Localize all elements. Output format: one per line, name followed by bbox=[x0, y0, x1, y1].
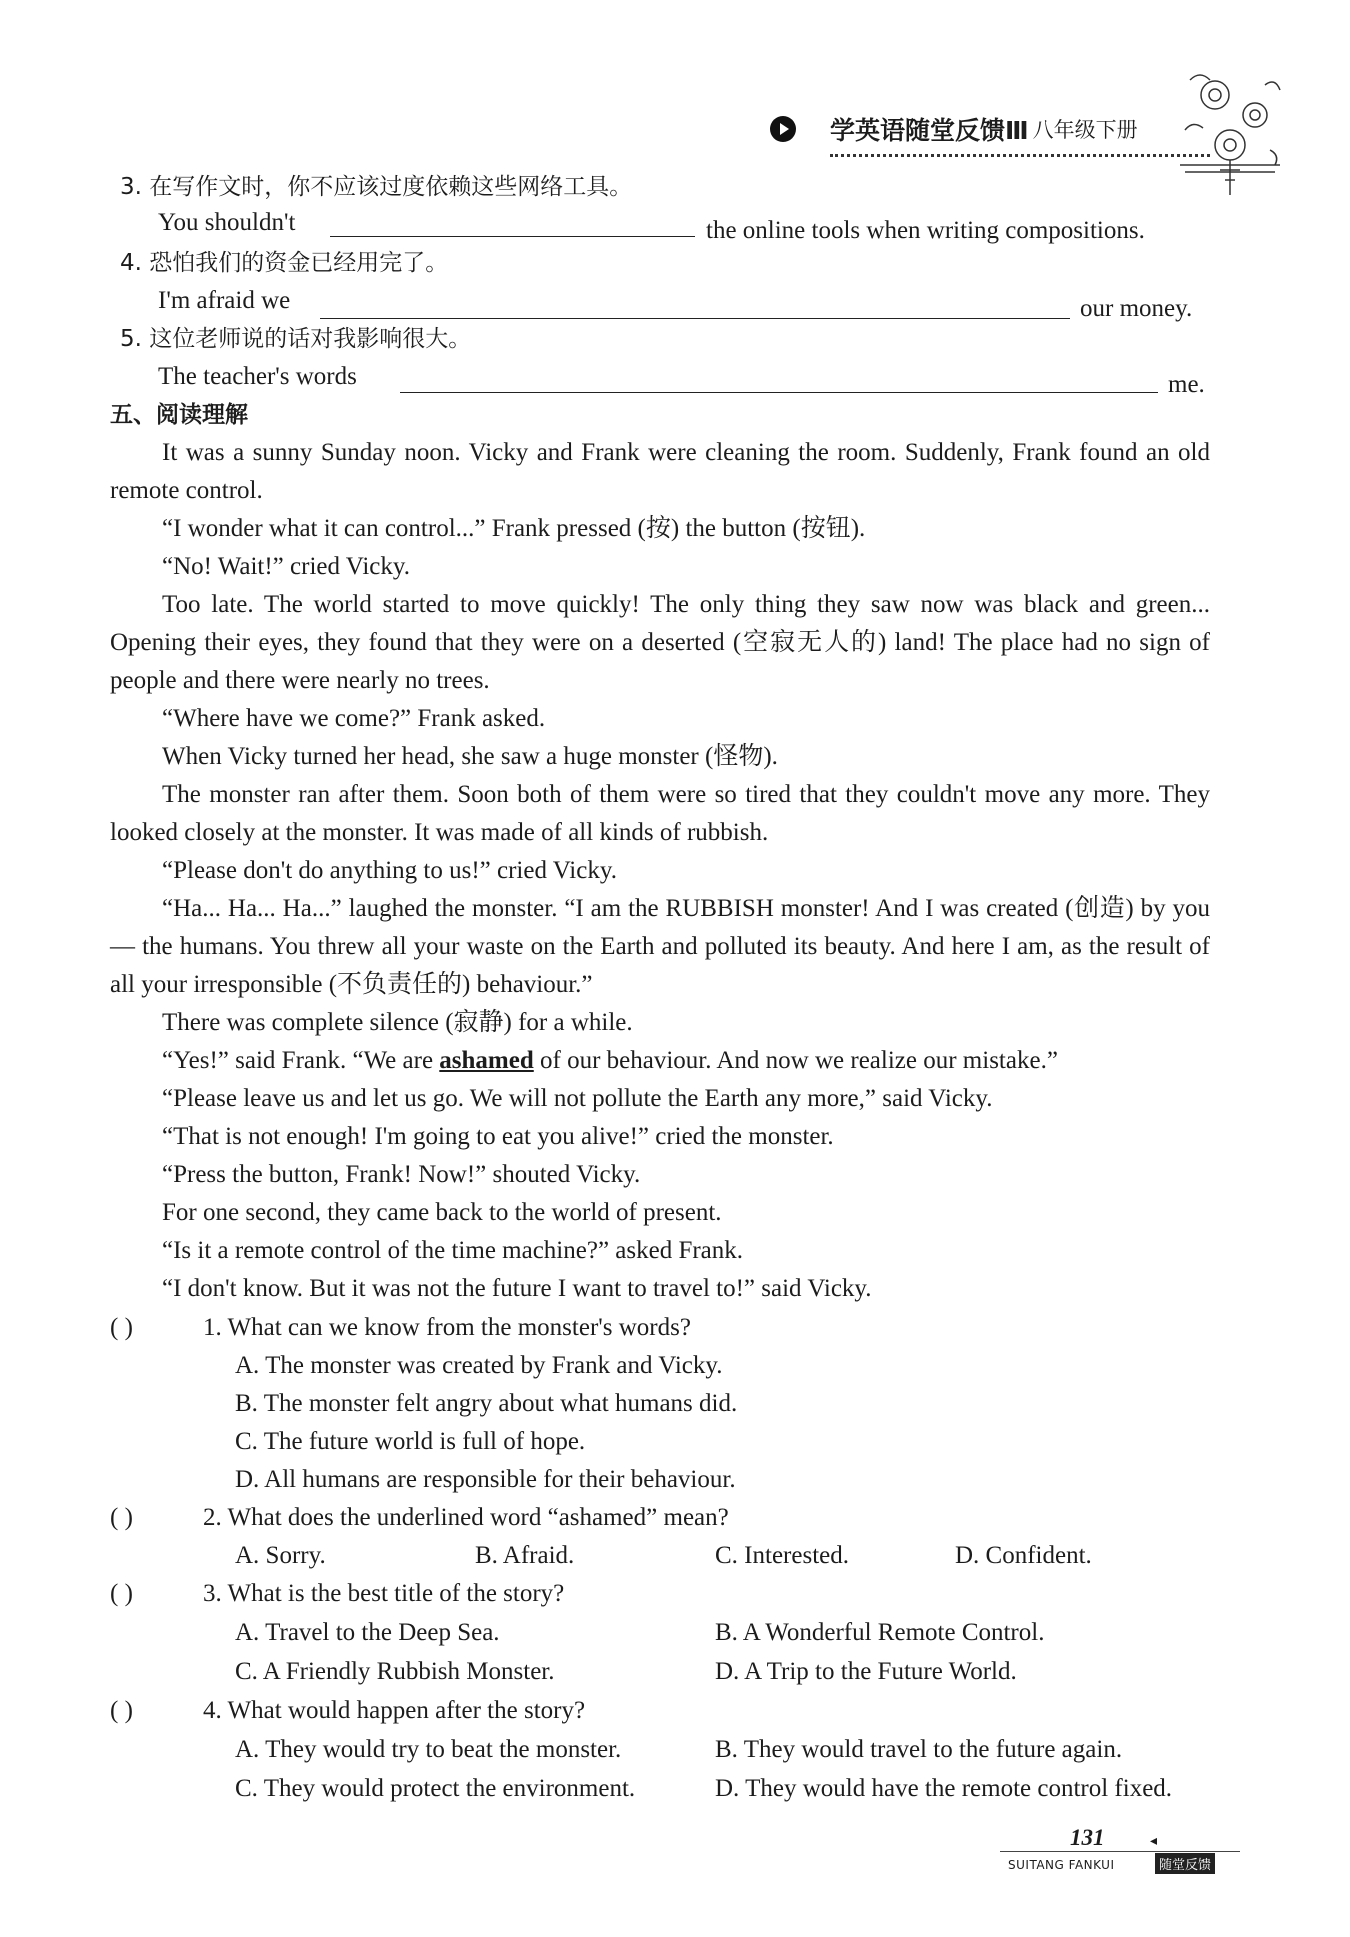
question-4-option-b[interactable]: B. They would travel to the future again. bbox=[715, 1736, 1123, 1763]
header-subtitle: 八年级下册 bbox=[1032, 118, 1138, 142]
play-icon bbox=[770, 116, 796, 142]
translation-3-prefix: You shouldn't bbox=[158, 209, 296, 236]
answer-blank-5[interactable] bbox=[400, 392, 1158, 393]
translation-5-suffix: me. bbox=[1168, 371, 1205, 398]
question-4-option-c[interactable]: C. They would protect the environment. bbox=[235, 1775, 636, 1802]
header-divider bbox=[830, 154, 1210, 157]
passage-paragraph: For one second, they came back to the world of present. bbox=[162, 1199, 722, 1226]
question-1-stem: 1. What can we know from the monster's words? bbox=[203, 1314, 691, 1341]
question-1-option-d[interactable]: D. All humans are responsible for their behaviour. bbox=[235, 1466, 736, 1493]
footer-divider bbox=[1000, 1851, 1240, 1852]
passage-paragraph: When Vicky turned her head, she saw a huge monster (怪物). bbox=[162, 743, 778, 770]
answer-blank-4[interactable] bbox=[320, 318, 1070, 319]
flower-ornament-icon bbox=[1170, 60, 1290, 200]
question-3-option-c[interactable]: C. A Friendly Rubbish Monster. bbox=[235, 1658, 555, 1685]
passage-paragraph: “Where have we come?” Frank asked. bbox=[162, 705, 546, 732]
answer-paren-2[interactable]: ( ) bbox=[110, 1504, 133, 1531]
passage-paragraph: “Please leave us and let us go. We will not pollute the Earth any more,” said Vicky. bbox=[162, 1085, 993, 1112]
answer-paren-1[interactable]: ( ) bbox=[110, 1314, 133, 1341]
question-2-option-c[interactable]: C. Interested. bbox=[715, 1542, 849, 1569]
answer-blank-3[interactable] bbox=[330, 236, 695, 237]
answer-paren-4[interactable]: ( ) bbox=[110, 1697, 133, 1724]
question-2-option-a[interactable]: A. Sorry. bbox=[235, 1542, 326, 1569]
passage-paragraph: There was complete silence (寂静) for a while. bbox=[162, 1009, 633, 1036]
passage-paragraph: The monster ran after them. Soon both of them were so tired that they couldn't move any more. They looked closely at the monster. It was made of all kinds of rubbish. bbox=[110, 781, 1210, 846]
passage-paragraph: “No! Wait!” cried Vicky. bbox=[162, 553, 411, 580]
header-title: 学英语随堂反馈Ⅲ bbox=[830, 116, 1029, 145]
arrow-left-icon: ◂ bbox=[1150, 1834, 1158, 1849]
passage-paragraph: “Press the button, Frank! Now!” shouted Vicky. bbox=[162, 1161, 641, 1188]
passage-paragraph: It was a sunny Sunday noon. Vicky and Frank were cleaning the room. Suddenly, Frank found an old remote control. bbox=[110, 439, 1210, 504]
passage bbox=[110, 434, 1210, 1308]
translation-4-prefix: I'm afraid we bbox=[158, 287, 291, 314]
question-4-option-a[interactable]: A. They would try to beat the monster. bbox=[235, 1736, 622, 1763]
page-number: 131 bbox=[1070, 1825, 1105, 1850]
question-3-stem: 3. What is the best title of the story? bbox=[203, 1580, 565, 1607]
translation-4-chinese: 4. 恐怕我们的资金已经用完了。 bbox=[120, 250, 449, 276]
underlined-word: ashamed bbox=[439, 1047, 534, 1074]
question-1-option-c[interactable]: C. The future world is full of hope. bbox=[235, 1428, 586, 1455]
question-3-option-a[interactable]: A. Travel to the Deep Sea. bbox=[235, 1619, 500, 1646]
passage-paragraph: “I don't know. But it was not the future I want to travel to!” said Vicky. bbox=[162, 1275, 872, 1302]
question-1-option-b[interactable]: B. The monster felt angry about what humans did. bbox=[235, 1390, 738, 1417]
passage-paragraph: “Yes!” said Frank. “We are ashamed of our behaviour. And now we realize our mistake.” bbox=[162, 1047, 1058, 1074]
passage-paragraph: Too late. The world started to move quickly! The only thing they saw now was black and green... Opening their eyes, they found that they were on a deserted (空寂无人的) land! The place had no sign of people and there were nearly no trees. bbox=[110, 591, 1210, 694]
passage-paragraph: “That is not enough! I'm going to eat you alive!” cried the monster. bbox=[162, 1123, 834, 1150]
footer-tag: 随堂反馈 bbox=[1155, 1853, 1215, 1874]
passage-paragraph: “I wonder what it can control...” Frank pressed (按) the button (按钮). bbox=[162, 515, 866, 542]
translation-4-suffix: our money. bbox=[1080, 295, 1193, 322]
footer-brand: SUITANG FANKUI bbox=[1008, 1858, 1115, 1872]
translation-3-suffix: the online tools when writing compositions. bbox=[706, 217, 1145, 244]
question-1-option-a[interactable]: A. The monster was created by Frank and Vicky. bbox=[235, 1352, 723, 1379]
translation-5-prefix: The teacher's words bbox=[158, 363, 357, 390]
translation-3-chinese: 3. 在写作文时，你不应该过度依赖这些网络工具。 bbox=[120, 174, 633, 200]
question-4-stem: 4. What would happen after the story? bbox=[203, 1697, 586, 1724]
translation-5-chinese: 5. 这位老师说的话对我影响很大。 bbox=[120, 326, 472, 352]
section-title: 五、阅读理解 bbox=[110, 402, 248, 428]
question-3-option-b[interactable]: B. A Wonderful Remote Control. bbox=[715, 1619, 1045, 1646]
question-2-stem: 2. What does the underlined word “ashamed” mean? bbox=[203, 1504, 729, 1531]
passage-paragraph: “Please don't do anything to us!” cried Vicky. bbox=[162, 857, 617, 884]
answer-paren-3[interactable]: ( ) bbox=[110, 1580, 133, 1607]
page-header bbox=[770, 112, 1138, 146]
passage-paragraph: “Is it a remote control of the time machine?” asked Frank. bbox=[162, 1237, 744, 1264]
question-2-option-d[interactable]: D. Confident. bbox=[955, 1542, 1092, 1569]
question-4-option-d[interactable]: D. They would have the remote control fixed. bbox=[715, 1775, 1173, 1802]
question-2-option-b[interactable]: B. Afraid. bbox=[475, 1542, 575, 1569]
question-3-option-d[interactable]: D. A Trip to the Future World. bbox=[715, 1658, 1017, 1685]
passage-paragraph: “Ha... Ha... Ha...” laughed the monster. “I am the RUBBISH monster! And I was created (创造) by you — the humans. You threw all your waste on the Earth and polluted its beauty. And here I am, as the result of all your irresponsible (不负责任的) behaviour.” bbox=[110, 895, 1210, 998]
